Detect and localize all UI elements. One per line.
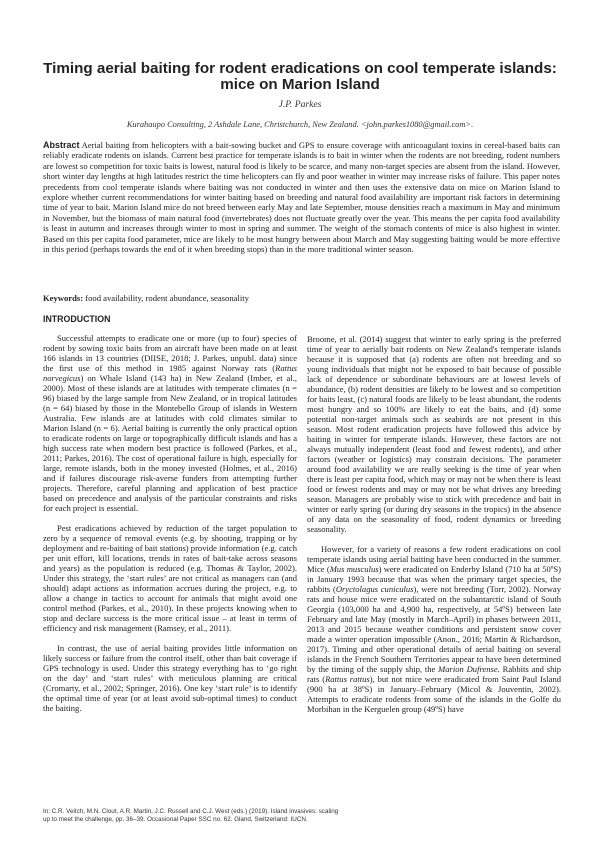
citation-line-1: In: C.R. Veitch, M.N. Clout, A.R. Martin, J.C. Russell and C.J. West (eds.) (2019). Island invasives: scaling xyxy=(43,808,339,815)
citation-footer xyxy=(43,808,443,824)
paragraph-text: ) were eradicated on Enderby Island (710 ha at 50ºS) in January 1993 because that was when the primary target species, the rabbits ( xyxy=(307,564,561,594)
keywords xyxy=(43,293,560,303)
paragraph-text: However, for a variety of reasons a few rodent eradications on cool temperate islands using aerial baiting have been conducted in the summer. Mice ( xyxy=(307,544,561,574)
citation-line-2: up to meet the challenge, pp. 36–39. Occasional Paper SSC no. 62. Gland, Switzerland: IUCN. xyxy=(43,816,308,823)
paragraph: Broome, et al. (2014) suggest that winter to early spring is the preferred time of year to aerially bait rodents on New Zealand's temperate islands because it is supposed that (a) rodents are often not breeding and so young individuals that might not be exposed to bait because of possible lack of dependence or subordinate behaviours are at lowest levels of abundance, (b) rodent densities are likely to be lowest and so competition for baits least, (c) natural foods are likely to be least abundant, the rodents most hungry and so 100% are likely to eat the baits, and (d) some potential non-target animals such as seabirds are not present in this season. Most rodent eradication projects have followed this advice by baiting in winter for temperate islands. However, these factors are not always mutually independent (least food and fewest rodents), and other factors (weather or logistics) may constrain decisions. The parameter around food availability we are really seeking is the time of year when there is least per capita food, which may or may not be when there is least food or fewest rodents and may or may not be what drives any breeding season. Managers are probably wise to stick with precedence and bait in winter or early spring (or during dry seasons in the tropics) in the absence of any data on the seasonality of food, rodent dynamics or breeding seasonality. xyxy=(307,334,561,534)
left-column xyxy=(43,333,297,723)
paragraph-text: ), were not breeding (Torr, 2002). Norway rats and house mice were eradicated on the subantarctic island of South Georgia (103,000 ha and 4,900 ha, respectively, at 54ºS) between late February and late May (mostly in March–April) in phases between 2011, 2013 and 2015 because weather conditions and persistent snow cover made a winter operation impossible (Anon., 2016; Martin & Richardson, 2017). Timing and other operational details of aerial baiting on several islands in the French Southern Territories appear to have been determined by the timing of the supply ship, the xyxy=(307,584,561,674)
species-name: Rattus norvegicus xyxy=(43,363,297,383)
abstract xyxy=(43,140,560,254)
paragraph-text: ), but not mice were eradicated from Saint Paul Island (900 ha at 38ºS) in January–February (Micol & Jouventin, 2002). Attempts to eradicate rodents from some of the islands in the Golfe du Morbihan in the Kerguelen group (49ºS) have xyxy=(307,674,561,714)
abstract-label: Abstract xyxy=(43,140,80,150)
section-heading-introduction: INTRODUCTION xyxy=(43,314,111,324)
paragraph xyxy=(307,544,561,714)
abstract-text: Aerial baiting from helicopters with a bait-sowing bucket and GPS to ensure coverage with anticoagulant toxins in cereal-based baits can reliably eradicate rodents on islands. Current best practice for temperate islands is to bait in winter when the rodents are not breeding, rodent numbers are lowest so competition for toxic baits is lowest, natural food is likely to be scarce, and many non-target species are absent from the island. However, short winter day lengths at high latitudes restrict the time helicopters can fly and poor weather in winter may increase risks of failure. This paper notes precedents from cool temperate islands where baiting was not conducted in winter and then uses the extensive data on mice on Marion Island to explore whether current recommendations for winter baiting based on breeding and natural food availability are important risk factors in determining time of year to bait. Marion Island mice do not breed between early May and late September, mouse densities reach a maximum in May and minimum in November, but the biomass of main natural food (invertebrates) does not fluctuate greatly over the year. This means the per capita food availability is least in autumn and increases through winter to most in spring and summer. The weight of the stomach contents of mice is also highest in winter. Based on this per capita food parameter, mice are likely to be most hungry between about March and May suggesting baiting would be more effective in this period (perhaps towards the end of it when breeding stops) than in the more traditional winter season. xyxy=(43,140,560,255)
paragraph: In contrast, the use of aerial baiting provides little information on likely success or failure from the control itself, other than bait coverage if GPS technology is used. Under this strategy everything has to ‘go right on the day’ and ‘start rules’ with meticulous planning are critical (Cromarty, et al., 2002; Springer, 2016). One key ‘start rule’ is to identify the optimal time of year (or at least avoid sub-optimal times) to conduct the baiting. xyxy=(43,643,297,713)
keywords-label: Keywords: xyxy=(43,293,84,303)
paper-title: Timing aerial baiting for rodent eradications on cool temperate islands: mice on Marion Island xyxy=(43,60,557,93)
species-name: Mus musculus xyxy=(329,564,379,574)
paragraph-text: . Rabbits and ship rats ( xyxy=(307,664,561,684)
keywords-text: food availability, rodent abundance, seasonality xyxy=(85,293,249,303)
paragraph xyxy=(43,333,297,513)
author-name: J.P. Parkes xyxy=(278,99,322,110)
ship-name: Marion Dufrense xyxy=(438,664,498,674)
author-affiliation: Kurahaupo Consulting, 2 Ashdale Lane, Christchurch, New Zealand. <john.parkes1080@gmail.com>. xyxy=(126,120,474,129)
right-column xyxy=(307,334,561,724)
paragraph-text: ) on Whale Island (143 ha) in New Zealand (Imber, et al., 2000). Most of these islands are at latitudes with temperate climates (n = 96) biased by the large sample from New Zealand, or in tropical latitudes (n = 64) biased by those in the Montebello Group of islands in Western Australia. Few islands are at latitudes with cold climates similar to Marion Island (n = 6). Aerial baiting is currently the only practical option to eradicate rodents on large or topographically difficult islands and has a high success rate when modern best practice is followed (Parkes, et al., 2011; Parkes, 2016). The cost of operational failure is high, especially for large, remote islands, both in the money invested (Holmes, et al., 2016) and if failures discourage risk-averse funders from attempting further projects. Therefore, careful planning and application of best practice based on precedence and analysis of the particular constraints and risks for each project is essential. xyxy=(43,373,297,513)
paragraph: Pest eradications achieved by reduction of the target population to zero by a sequence of removal events (e.g. by shooting, trapping or by deployment and re-baiting of bait stations) provide information (e.g. catch per unit effort, kill locations, trends in rates of bait-take across seasons and years) as the population is reduced (e.g. Thomas & Taylor, 2002). Under this strategy, the ‘start rules’ are not critical as managers can (and should) adapt actions as information accrues during the project, e.g. to allow a change in tactics to account for animals that might avoid one control method (Parkes, et al., 2010). In these projects knowing when to stop and declare success is the more critical issue – at least in terms of efficiency and risk management (Ramsey, et al., 2011). xyxy=(43,523,297,633)
species-name: Oryctolagus cuniculus xyxy=(335,584,414,594)
paragraph-text: Successful attempts to eradicate one or more (up to four) species of rodent by sowing toxic baits from an aircraft have been made on at least 166 islands in 13 countries (DIISE, 2018; J. Parkes, unpubl. data) since the first use of this method in 1985 against Norway rats ( xyxy=(43,333,297,373)
species-name: Rattus rattus xyxy=(325,674,370,684)
